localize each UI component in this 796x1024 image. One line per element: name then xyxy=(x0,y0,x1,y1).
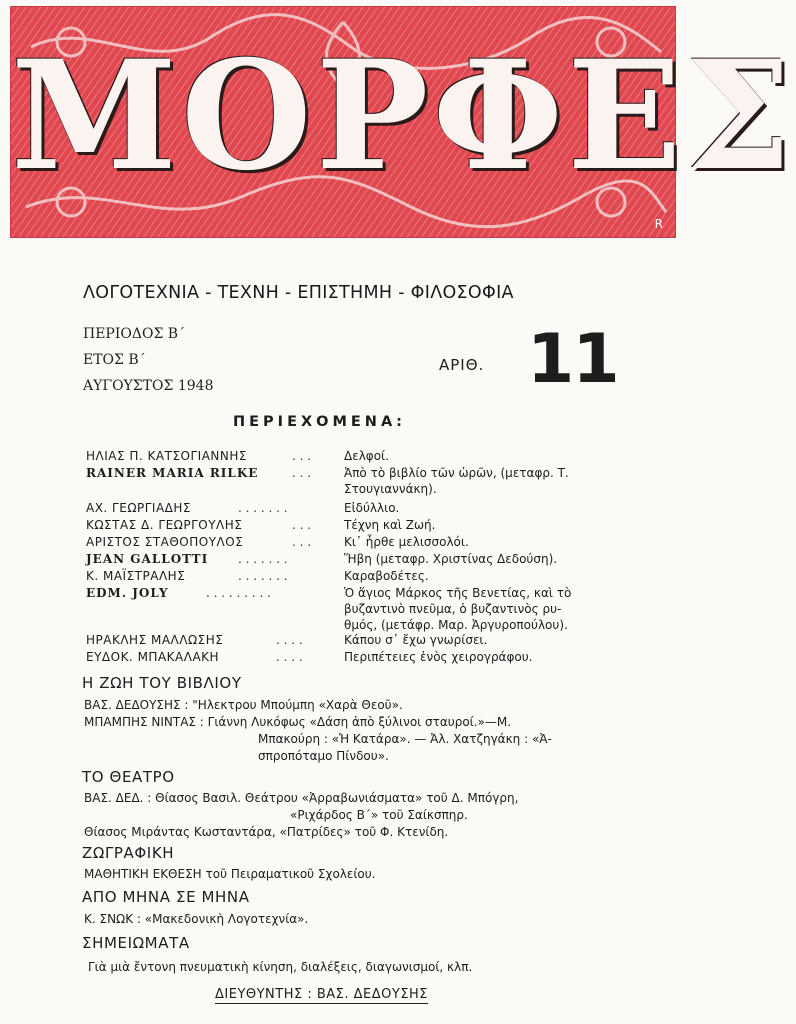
painting-line: ΜΑΘΗΤΙΚΗ ΕΚΘΕΣΗ τοῦ Πειραματικοῦ Σχολείου. xyxy=(84,867,376,881)
toc-author: RAINER MARIA RILKE xyxy=(86,466,259,480)
toc-author: ΗΡΑΚΛΗΣ ΜΑΛΛΩΣΗΣ xyxy=(86,633,224,647)
toc-dots: . . . . . . . . . xyxy=(206,586,271,600)
toc-author: ΚΩΣΤΑΣ Δ. ΓΕΩΡΓΟΥΛΗΣ xyxy=(86,518,243,532)
year-text: ΕΤΟΣ Β΄ xyxy=(83,352,146,368)
toc-title: Εἰδύλλιο. xyxy=(344,501,400,515)
toc-dots: . . . xyxy=(292,518,312,532)
toc-title: Τέχνη καὶ Ζωή. xyxy=(344,518,436,532)
section-heading-painting: ΖΩΓΡΑΦΙΚΗ xyxy=(82,844,175,862)
section-heading-theatre: ΤΟ ΘΕΑΤΡΟ xyxy=(82,768,175,786)
masthead-title: ΜΟΡΦΕΣ xyxy=(11,28,796,204)
toc-title: Δελφοί. xyxy=(344,449,389,463)
theatre-line: ΒΑΣ. ΔΕΔ. : Θίασος Βασιλ. Θεάτρου «Ἀρραβωνιάσματα» τοῦ Δ. Μπόγρη, xyxy=(84,791,519,805)
toc-dots: . . . . xyxy=(276,633,303,647)
toc-dots: . . . . . . . xyxy=(238,569,288,583)
toc-dots: . . . . xyxy=(276,650,303,664)
banner-mark: R xyxy=(654,217,663,231)
contents-heading: ΠΕΡΙΕΧΟΜΕΝΑ: xyxy=(233,414,406,430)
book-life-line: ΒΑΣ. ΔΕΔΟΥΣΗΣ : "Ηλεκτρου Μπούμπη «Χαρὰ Θεοῦ». xyxy=(84,698,403,712)
toc-dots: . . . xyxy=(292,535,312,549)
toc-title: Ἀπὸ τὸ βιβλίο τῶν ὡρῶν, (μεταφρ. Τ. Στουγιαννάκη). xyxy=(344,466,569,496)
toc-author: ΕΥΔΟΚ. ΜΠΑΚΑΛΑΚΗ xyxy=(86,650,220,664)
toc-title: Κι᾽ ἦρθε μελισσολόι. xyxy=(344,535,469,549)
journal-subtitle: ΛΟΓΟΤΕΧΝΙΑ - ΤΕΧΝΗ - ΕΠΙΣΤΗΜΗ - ΦΙΛΟΣΟΦΙΑ xyxy=(83,283,514,303)
theatre-line: Θίασος Μιράντας Κωσταντάρα, «Πατρίδες» τοῦ Φ. Κτενίδη. xyxy=(84,825,449,839)
section-heading-monthly: ΑΠΟ ΜΗΝΑ ΣΕ ΜΗΝΑ xyxy=(82,888,250,906)
toc-author: ΑΡΙΣΤΟΣ ΣΤΑΘΟΠΟΥΛΟΣ xyxy=(86,535,244,549)
toc-author: Κ. ΜΑΪΣΤΡΑΛΗΣ xyxy=(86,569,186,583)
book-life-line: Μπακούρη : «Ἡ Κατάρα». — Ἀλ. Χατζηγάκη : «Ἀ- xyxy=(258,732,552,746)
toc-dots: . . . . . . . xyxy=(238,552,288,566)
toc-title: Κάπου σ᾽ ἔχω γνωρίσει. xyxy=(344,633,488,647)
period-text: ΠΕΡΙΟΔΟΣ Β΄ xyxy=(83,326,186,342)
toc-title: Καραβοδέτες. xyxy=(344,569,429,583)
theatre-line: «Ριχάρδος Β΄» τοῦ Σαίκσπηρ. xyxy=(290,808,468,822)
toc-dots: . . . xyxy=(292,466,312,480)
masthead-banner xyxy=(10,6,796,238)
notes-line: Γιὰ μιὰ ἔντονη πνευματικὴ κίνηση, διαλέξεις, διαγωνισμοί, κλπ. xyxy=(88,960,473,974)
toc-title: Ὁ ἅγιος Μάρκος τῆς Βενετίας, καὶ τὸ βυζαντινὸ πνεῦμα, ὁ βυζαντινὸς ρυ- θμός, (μετάφρ. Μαρ. Ἀργυροπούλου). xyxy=(344,586,572,632)
book-life-line: σπροπόταμο Πίνδου». xyxy=(258,749,389,763)
toc-dots: . . . xyxy=(292,449,312,463)
section-heading-book-life: Η ΖΩΗ ΤΟΥ ΒΙΒΛΙΟΥ xyxy=(82,674,242,692)
editor-credit: ΔΙΕΥΘΥΝΤΗΣ : ΒΑΣ. ΔΕΔΟΥΣΗΣ xyxy=(215,987,429,1002)
issue-label: ΑΡΙΘ. xyxy=(439,356,485,374)
toc-author: ΗΛΙΑΣ Π. ΚΑΤΣΟΓΙΑΝΝΗΣ xyxy=(86,449,247,463)
toc-title: Ἥβη (μεταφρ. Χριστίνας Δεδούση). xyxy=(344,552,558,566)
toc-author: JEAN GALLOTTI xyxy=(86,552,209,566)
book-life-line: ΜΠΑΜΠΗΣ ΝΙΝΤΑΣ : Γιάννη Λυκόφως «Δάση ἀπὸ ξύλινοι σταυροί.»—Μ. xyxy=(84,715,512,729)
issue-number: 11 xyxy=(527,320,618,399)
section-heading-notes: ΣΗΜΕΙΩΜΑΤΑ xyxy=(82,934,190,952)
monthly-line: Κ. ΣΝΩΚ : «Μακεδονικὴ Λογοτεχνία». xyxy=(84,912,309,926)
toc-author: ΑΧ. ΓΕΩΡΓΙΑΔΗΣ xyxy=(86,501,191,515)
toc-author: EDM. JOLY xyxy=(86,586,169,600)
toc-dots: . . . . . . . xyxy=(238,501,288,515)
month-text: ΑΥΓΟΥΣΤΟΣ 1948 xyxy=(83,378,214,394)
toc-title: Περιπέτειες ἑνὸς χειρογράφου. xyxy=(344,650,533,664)
